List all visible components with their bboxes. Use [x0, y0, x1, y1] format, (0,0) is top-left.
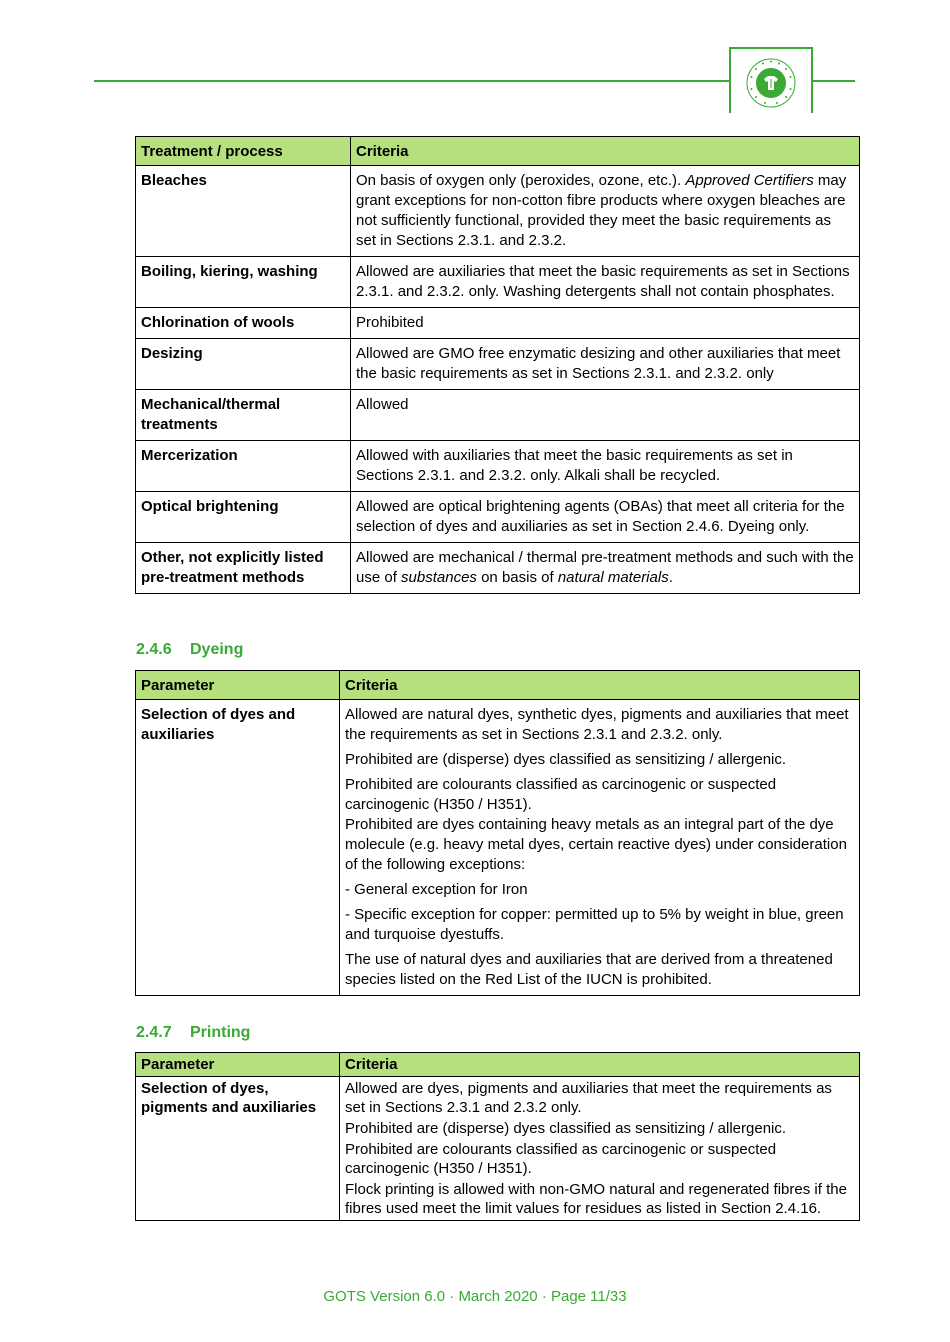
row-label: Selection of dyes, pigments and auxiliaries: [136, 1077, 340, 1221]
table-row: [136, 257, 860, 308]
pretreatment-table: [135, 136, 860, 594]
table-row: [136, 390, 860, 441]
logo-frame: [729, 47, 813, 113]
row-label: Mercerization: [136, 441, 351, 492]
section-number: 2.4.6: [136, 641, 172, 658]
table-header-row: [136, 137, 860, 166]
criteria-item: [345, 775, 854, 875]
criteria-item: Allowed are dyes, pigments and auxiliaries that meet the requirements as set in Sections 2.3.1 and 2.3.2 only.: [345, 1080, 832, 1116]
table-row: [136, 492, 860, 543]
criteria-item: - General exception for Iron: [345, 881, 528, 898]
page-footer: GOTS Version 6.0 · March 2020 · Page 11/33: [323, 1288, 627, 1305]
column-header: Criteria: [351, 137, 860, 166]
section-heading-dyeing: [136, 641, 243, 659]
row-criteria: Allowed: [351, 390, 860, 441]
row-label: Mechanical/thermal treatments: [136, 390, 351, 441]
row-criteria: Allowed are GMO free enzymatic desizing and other auxiliaries that meet the basic requirements as set in Sections 2.3.1. and 2.3.2. only: [351, 339, 860, 390]
section-title: Printing: [190, 1024, 251, 1041]
table-row: [136, 166, 860, 257]
table-row: [136, 441, 860, 492]
row-label: Bleaches: [136, 166, 351, 257]
row-label: Chlorination of wools: [136, 308, 351, 339]
table-row: [136, 543, 860, 594]
table-row: [136, 700, 860, 996]
table-row: [136, 1077, 860, 1221]
row-label: Desizing: [136, 339, 351, 390]
row-criteria: [340, 1077, 860, 1221]
table-header-row: [136, 671, 860, 700]
column-header: Parameter: [136, 671, 340, 700]
criteria-line: Prohibited are colourants classified as carcinogenic or suspected carcinogenic (H350 / H351).: [345, 776, 777, 813]
column-header: Criteria: [340, 671, 860, 700]
header-rule-right: [810, 80, 855, 82]
row-criteria: Allowed are mechanical / thermal pre-treatment methods and such with the use of substances on basis of natural materials.: [351, 543, 860, 594]
row-label: Optical brightening: [136, 492, 351, 543]
table-header-row: [136, 1053, 860, 1077]
header-rule-left: [94, 80, 730, 82]
row-label: Boiling, kiering, washing: [136, 257, 351, 308]
table-row: [136, 308, 860, 339]
row-criteria: On basis of oxygen only (peroxides, ozone, etc.). Approved Certifiers may grant exceptions for non-cotton fibre products where oxygen bleaches are not sufficiently functional, provided they meet the basic requirements as set in Sections 2.3.1. and 2.3.2.: [351, 166, 860, 257]
criteria-line: Prohibited are dyes containing heavy metals as an integral part of the dye molecule (e.g. heavy metal dyes, certain reactive dyes) under consideration of the following exceptions:: [345, 816, 847, 873]
row-criteria: Allowed are auxiliaries that meet the basic requirements as set in Sections 2.3.1. and 2.3.2. only. Washing detergents shall not contain phosphates.: [351, 257, 860, 308]
dyeing-table: [135, 670, 860, 996]
criteria-item: Prohibited are (disperse) dyes classified as sensitizing / allergenic.: [345, 751, 787, 768]
criteria-item: The use of natural dyes and auxiliaries that are derived from a threatened species listed on the Red List of the IUCN is prohibited.: [345, 951, 833, 988]
section-heading-printing: [136, 1024, 250, 1042]
column-header: Criteria: [340, 1053, 860, 1077]
row-criteria: Allowed are optical brightening agents (OBAs) that meet all criteria for the selection of dyes and auxiliaries as set in Section 2.4.6. Dyeing only.: [351, 492, 860, 543]
criteria-item: Flock printing is allowed with non-GMO natural and regenerated fibres if the fibres used meet the limit values for residues as listed in Section 2.4.16.: [345, 1181, 847, 1217]
criteria-item: Prohibited are (disperse) dyes classified as sensitizing / allergenic.: [345, 1120, 787, 1137]
section-number: 2.4.7: [136, 1024, 172, 1041]
column-header: Treatment / process: [136, 137, 351, 166]
printing-table: [135, 1052, 860, 1221]
row-criteria: Allowed with auxiliaries that meet the basic requirements as set in Sections 2.3.1. and 2.3.2. only. Alkali shall be recycled.: [351, 441, 860, 492]
row-criteria: Prohibited: [351, 308, 860, 339]
criteria-item: Prohibited are colourants classified as carcinogenic or suspected carcinogenic (H350 / H351).: [345, 1141, 777, 1177]
row-criteria: [340, 700, 860, 996]
row-label: Selection of dyes and auxiliaries: [136, 700, 340, 996]
gots-logo-icon: [745, 57, 797, 109]
column-header: Parameter: [136, 1053, 340, 1077]
criteria-item: Allowed are natural dyes, synthetic dyes, pigments and auxiliaries that meet the requirements as set in Sections 2.3.1 and 2.3.2. only.: [345, 706, 849, 743]
section-title: Dyeing: [190, 641, 244, 658]
criteria-item: - Specific exception for copper: permitted up to 5% by weight in blue, green and turquoise dyestuffs.: [345, 906, 844, 943]
table-row: [136, 339, 860, 390]
row-label: Other, not explicitly listed pre-treatment methods: [136, 543, 351, 594]
